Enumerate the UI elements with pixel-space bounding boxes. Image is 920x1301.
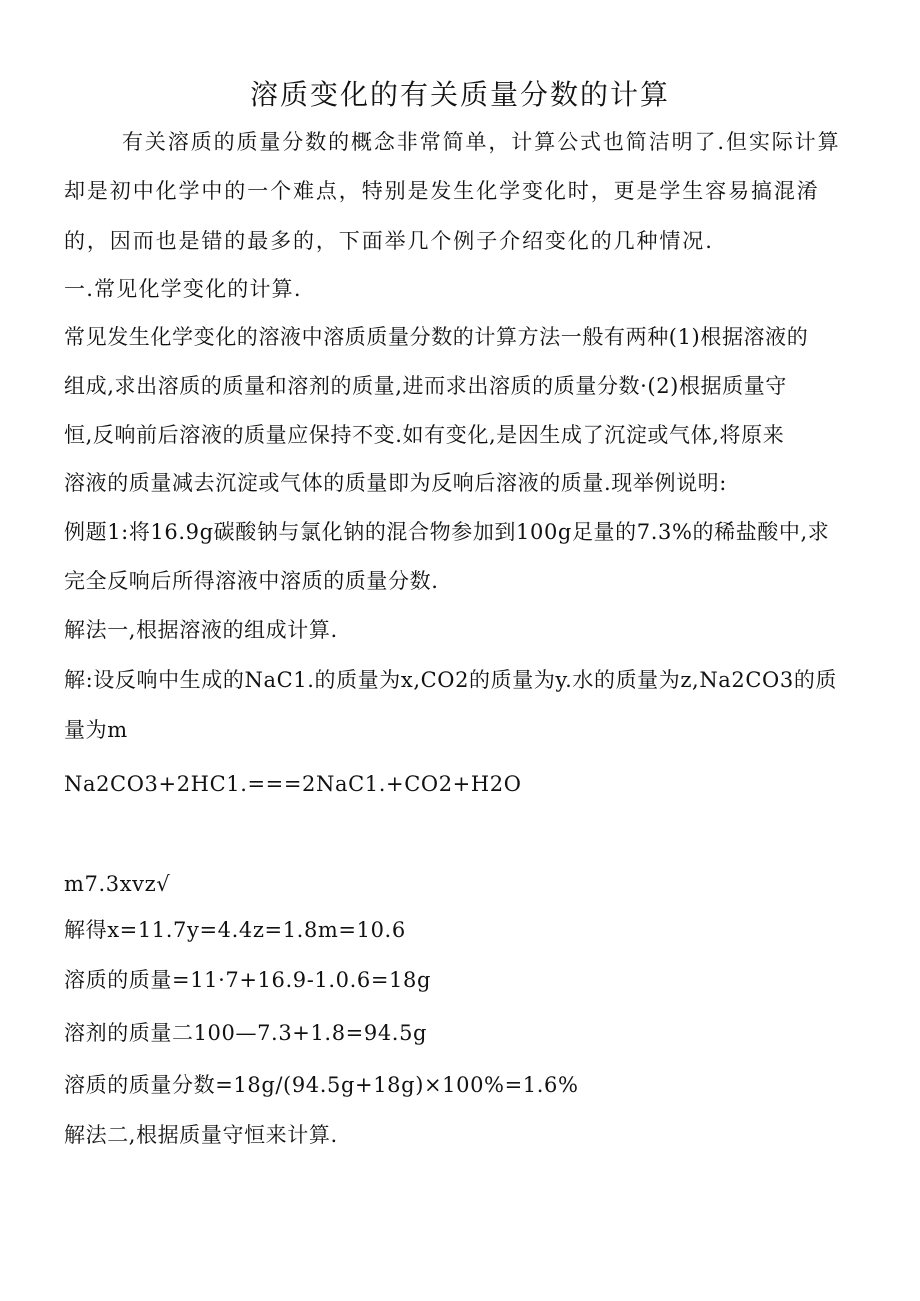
section-1-line-3: 恒,反响前后溶液的质量应保持不变.如有变化,是因生成了沉淀或气体,将原来 bbox=[64, 423, 785, 447]
method-1-heading: 解法一,根据溶液的组成计算. bbox=[64, 618, 338, 642]
example-1-line-2: 完全反响后所得溶液中溶质的质量分数. bbox=[64, 569, 439, 593]
section-1-line-4: 溶液的质量减去沉淀或气体的质量即为反响后溶液的质量.现举例说明: bbox=[64, 471, 727, 495]
intro-line-1: 有关溶质的质量分数的概念非常简单，计算公式也简洁明了.但实际计算 bbox=[122, 130, 841, 154]
solution-setup-line-1: 解:设反响中生成的NaC1.的质量为x,CO2的质量为y.水的质量为z,Na2CO3的质 bbox=[64, 668, 838, 692]
section-1-heading: 一.常见化学变化的计算. bbox=[64, 277, 302, 301]
solution-setup-line-2: 量为m bbox=[64, 718, 128, 742]
section-1-line-2: 组成,求出溶质的质量和溶剂的质量,进而求出溶质的质量分数·(2)根据质量守 bbox=[64, 374, 787, 398]
results-line: 解得x=11.7y=4.4z=1.8m=10.6 bbox=[64, 918, 406, 942]
method-2-heading: 解法二,根据质量守恒来计算. bbox=[64, 1123, 338, 1147]
mass-fraction-line: 溶质的质量分数=18g/(94.5g+18g)×100%=1.6% bbox=[64, 1073, 579, 1097]
document-title: 溶质变化的有关质量分数的计算 bbox=[249, 78, 670, 111]
solute-mass-line: 溶质的质量=11·7+16.9-1.0.6=18g bbox=[64, 968, 431, 992]
intro-line-2: 却是初中化学中的一个难点，特别是发生化学变化时，更是学生容易搞混淆 bbox=[64, 179, 820, 203]
section-1-line-1: 常见发生化学变化的溶液中溶质质量分数的计算方法一般有两种(1)根据溶液的 bbox=[64, 325, 809, 349]
chemical-equation: Na2CO3+2HC1.===2NaC1.+CO2+H2O bbox=[64, 772, 522, 796]
example-1-line-1: 例题1:将16.9g碳酸钠与氯化钠的混合物参加到100g足量的7.3%的稀盐酸中,求 bbox=[64, 520, 830, 544]
solvent-mass-line: 溶剂的质量二100—7.3+1.8=94.5g bbox=[64, 1021, 428, 1045]
equation-variables: m7.3xvz√ bbox=[64, 872, 171, 896]
intro-line-3: 的，因而也是错的最多的，下面举几个例子介绍变化的几种情况. bbox=[64, 229, 714, 253]
